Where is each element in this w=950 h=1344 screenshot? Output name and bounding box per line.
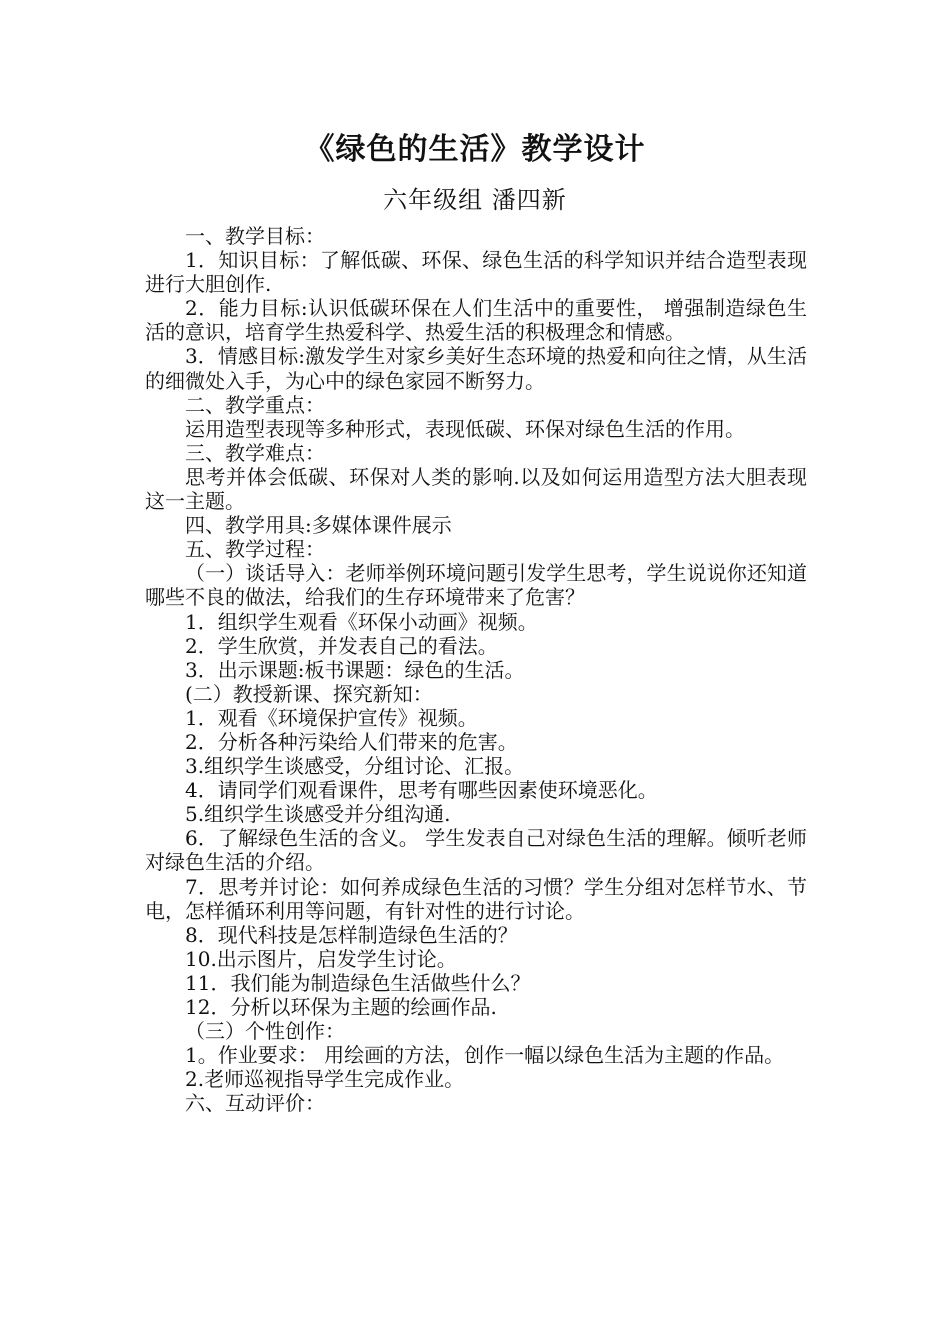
list-item: 6．了解绿色生活的含义。 学生发表自己对绿色生活的理解。倾听老师对绿色生活的介绍。 [145,826,807,875]
section-heading: 四、教学用具:多媒体课件展示 [185,513,452,538]
list-item: 4．请同学们观看课件，思考有哪些因素使环境恶化。 [185,778,658,803]
list-item: 3．出示课题:板书课题：绿色的生活。 [185,657,525,682]
section-heading: 六、互动评价： [185,1091,325,1116]
document-author: 六年级组 潘四新 [383,186,567,214]
paragraph: （一）谈话导入：老师举例环境问题引发学生思考，学生说说你还知道哪些不良的做法，给我们的生存环境带来了危害？ [145,561,807,610]
list-item: 1。作业要求： 用绘画的方法，创作一幅以绿色生活为主题的作品。 [185,1043,785,1068]
paragraph: 1．知识目标：了解低碳、环保、绿色生活的科学知识并结合造型表现进行大胆创作. [145,248,807,297]
paragraph: 运用造型表现等多种形式，表现低碳、环保对绿色生活的作用。 [185,416,745,441]
list-item: 10.出示图片，启发学生讨论。 [185,946,457,971]
paragraph: 思考并体会低碳、环保对人类的影响.以及如何运用造型方法大胆表现这一主题。 [145,464,807,514]
paragraph: 3．情感目标:激发学生对家乡美好生态环境的热爱和向往之情，从生活的细微处入手，为心中的绿色家园不断努力。 [145,344,807,393]
list-item: 8．现代科技是怎样制造绿色生活的？ [185,922,518,947]
list-item: 3.组织学生谈感受，分组讨论、汇报。 [185,754,525,779]
section-heading: 五、教学过程： [185,537,325,562]
list-item: 12．分析以环保为主题的绘画作品. [185,995,497,1019]
list-item: 2.老师巡视指导学生完成作业。 [185,1067,465,1092]
section-heading: 二、教学重点： [185,392,325,417]
document-title: 《绿色的生活》教学设计 [304,132,646,167]
list-item: 5.组织学生谈感受并分组沟通. [185,802,451,827]
subsection-heading: （三）个性创作： [185,1019,345,1044]
list-item: 2．分析各种污染给人们带来的危害。 [185,729,518,754]
section-heading: 一、教学目标： [185,224,325,248]
list-item: 2．学生欣赏，并发表自己的看法。 [185,633,498,658]
list-item: 11．我们能为制造绿色生活做些什么？ [185,970,531,995]
list-item: 1．组织学生观看《环保小动画》视频。 [185,609,538,634]
list-item: 7．思考并讨论：如何养成绿色生活的习惯？学生分组对怎样节水、节电，怎样循环利用等问题，有针对性的进行讨论。 [145,874,807,923]
subsection-heading: (二）教授新课、探究新知： [185,681,433,706]
document-body [145,224,807,1115]
section-heading: 三、教学难点： [185,440,325,465]
list-item: 1．观看《环境保护宣传》视频。 [185,705,478,730]
paragraph: 2．能力目标:认识低碳环保在人们生活中的重要性， 增强制造绿色生活的意识，培育学生热爱科学、热爱生活的积极理念和情感。 [145,296,807,345]
